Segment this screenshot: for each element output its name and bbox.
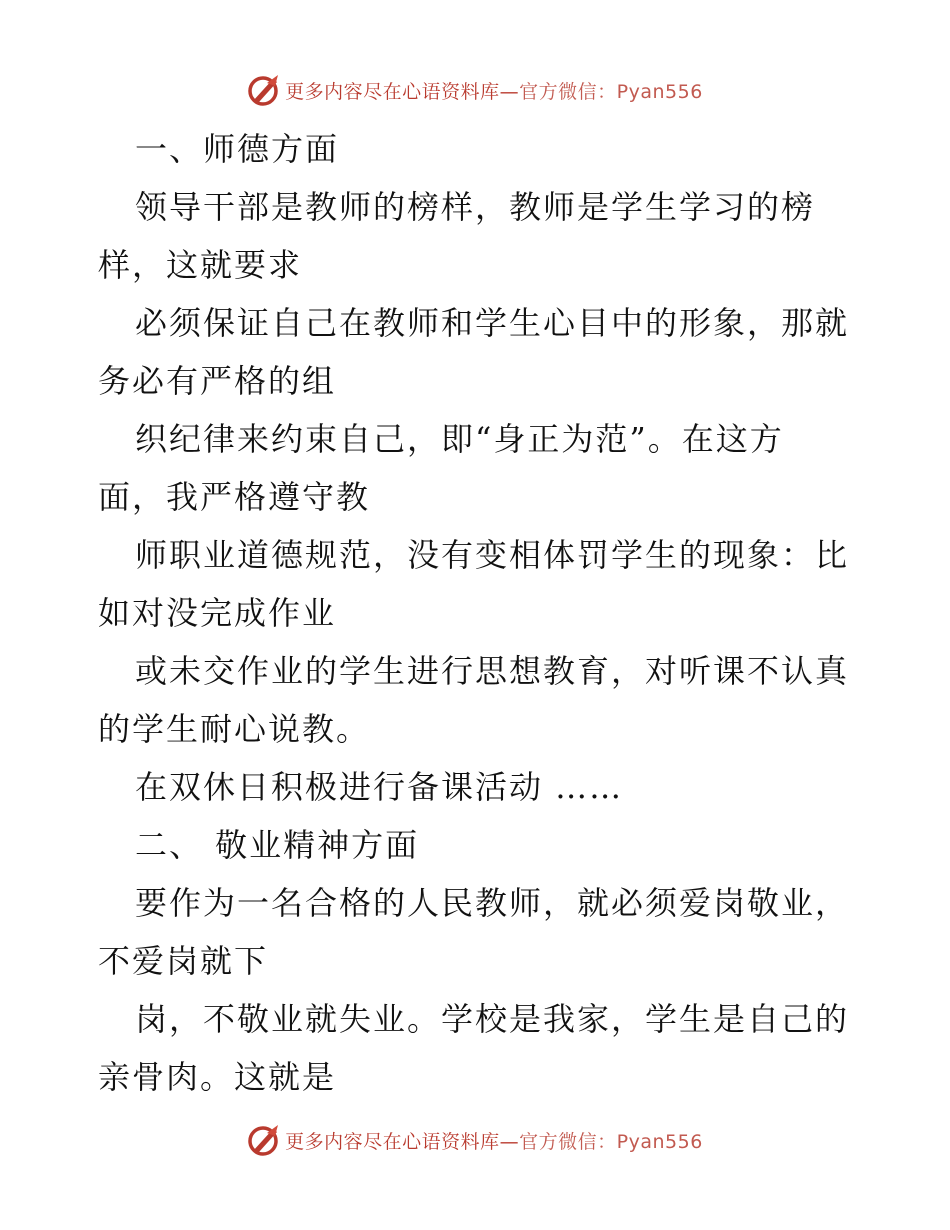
paragraph-heading-2: 二、 敬业精神方面 (135, 826, 420, 864)
header-banner (0, 70, 950, 110)
header-brand-text: 更多内容尽在心语资料库—官方微信：Pyan556 (285, 80, 703, 103)
paragraph: 师职业道德规范，没有变相体罚学生的现象：比 如对没完成作业 (98, 536, 850, 632)
paragraph-heading-1: 一、师德方面 (135, 130, 340, 168)
paragraph: 或未交作业的学生进行思想教育，对听课不认真 的学生耐心说教。 (98, 652, 850, 748)
paragraph: 岗，不敬业就失业。学校是我家，学生是自己的 亲骨肉。这就是 (98, 1000, 850, 1096)
footer-brand-text: 更多内容尽在心语资料库—官方微信：Pyan556 (285, 1130, 703, 1153)
paragraph: 必须保证自己在教师和学生心目中的形象，那就 务必有严格的组 (98, 304, 850, 400)
paragraph: 在双休日积极进行备课活动 …… (135, 768, 624, 806)
paragraph: 领导干部是教师的榜样，教师是学生学习的榜 样，这就要求 (98, 188, 816, 284)
footer-banner (0, 1120, 950, 1160)
quill-logo-icon (247, 1123, 281, 1157)
quill-logo-icon (247, 73, 281, 107)
document-body (98, 120, 854, 1106)
paragraph: 织纪律来约束自己，即“身正为范”。在这方 面，我严格遵守教 (98, 420, 784, 516)
paragraph: 要作为一名合格的人民教师，就必须爱岗敬业， 不爱岗就下 (98, 884, 850, 980)
